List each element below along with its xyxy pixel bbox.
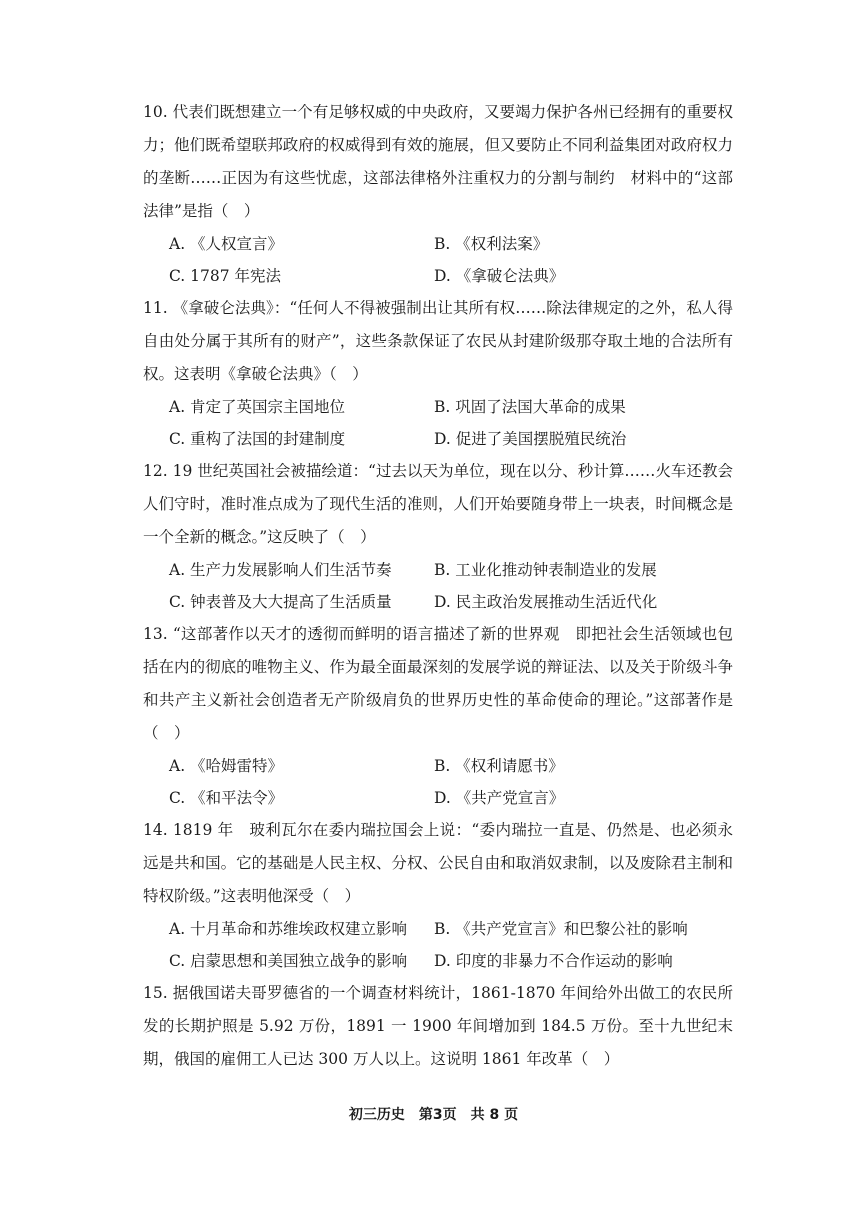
option-c: C. 启蒙思想和美国独立战争的影响 bbox=[169, 952, 408, 970]
option-b: B. 《权利法案》 bbox=[434, 235, 549, 253]
option-b: B. 工业化推动钟表制造业的发展 bbox=[434, 561, 657, 579]
option-c: C. 《和平法令》 bbox=[169, 789, 284, 807]
option-grid bbox=[169, 554, 733, 618]
question-10 bbox=[143, 96, 733, 292]
option-grid bbox=[169, 750, 733, 814]
question-stem: 12. 19 世纪英国社会被描绘道：“过去以天为单位，现在以分、秒计算……火车还教会人们守时，准时准点成为了现代生活的准则，人们开始要随身带上一块表，时间概念是一个全新的概念。”这反映了（ ） bbox=[143, 462, 733, 546]
option-a: A. 生产力发展影响人们生活节奏 bbox=[169, 561, 392, 579]
option-a: A. 《哈姆雷特》 bbox=[169, 757, 284, 775]
question-15 bbox=[143, 977, 733, 1076]
option-b: B. 巩固了法国大革命的成果 bbox=[434, 398, 626, 416]
question-stem: 13. “这部著作以天才的透彻而鲜明的语言描述了新的世界观 即把社会生活领域也包括在内的彻底的唯物主义、作为最全面最深刻的发展学说的辩证法、以及关于阶级斗争和共产主义新社会创造者无产阶级肩负的世界历史性的革命使命的理论。”这部著作是（ ） bbox=[143, 625, 733, 742]
question-list bbox=[143, 96, 733, 1076]
question-13 bbox=[143, 618, 733, 814]
option-a: A. 十月革命和苏维埃政权建立影响 bbox=[169, 920, 408, 938]
option-a: A. 《人权宣言》 bbox=[169, 235, 284, 253]
option-a: A. 肯定了英国宗主国地位 bbox=[169, 398, 346, 416]
option-c: C. 重构了法国的封建制度 bbox=[169, 430, 346, 448]
option-grid bbox=[169, 228, 733, 292]
question-12 bbox=[143, 455, 733, 618]
option-b: B. 《共产党宣言》和巴黎公社的影响 bbox=[434, 920, 688, 938]
option-d: D. 促进了美国摆脱殖民统治 bbox=[434, 430, 627, 448]
option-b: B. 《权利请愿书》 bbox=[434, 757, 564, 775]
option-d: D. 印度的非暴力不合作运动的影响 bbox=[434, 952, 673, 970]
option-c: C. 1787 年宪法 bbox=[169, 267, 282, 285]
option-d: D. 民主政治发展推动生活近代化 bbox=[434, 593, 658, 611]
page-footer: 初三历史 第3页 共 8 页 bbox=[348, 1107, 519, 1123]
option-d: D. 《拿破仑法典》 bbox=[434, 267, 565, 285]
question-stem: 14. 1819 年 玻利瓦尔在委内瑞拉国会上说：“委内瑞拉一直是、仍然是、也必须永远是共和国。它的基础是人民主权、分权、公民自由和取消奴隶制，以及废除君主制和特权阶级。”这表明他深受（ ） bbox=[143, 821, 733, 905]
question-11 bbox=[143, 292, 733, 455]
option-grid bbox=[169, 913, 733, 977]
option-d: D. 《共产党宣言》 bbox=[434, 789, 565, 807]
question-stem: 11. 《拿破仑法典》：“任何人不得被强制出让其所有权……除法律规定的之外，私人得自由处分属于其所有的财产”，这些条款保证了农民从封建阶级那夺取土地的合法所有权。这表明《拿破仑法典》（ ） bbox=[143, 299, 733, 383]
option-c: C. 钟表普及大大提高了生活质量 bbox=[169, 593, 392, 611]
option-grid bbox=[169, 391, 733, 455]
question-stem: 10. 代表们既想建立一个有足够权威的中央政府，又要竭力保护各州已经拥有的重要权力；他们既希望联邦政府的权威得到有效的施展，但又要防止不同利益集团对政府权力的垄断……正因为有这些忧虑，这部法律格外注重权力的分割与制约 材料中的“这部法律”是指（ ） bbox=[143, 103, 733, 220]
question-stem: 15. 据俄国诺夫哥罗德省的一个调查材料统计，1861-1870 年间给外出做工的农民所发的长期护照是 5.92 万份，1891 一 1900 年间增加到 184.5 万份。至十九世纪末期，俄国的雇佣工人已达 300 万人以上。这说明 1861 年改革（ ） bbox=[143, 984, 733, 1068]
question-14 bbox=[143, 814, 733, 977]
